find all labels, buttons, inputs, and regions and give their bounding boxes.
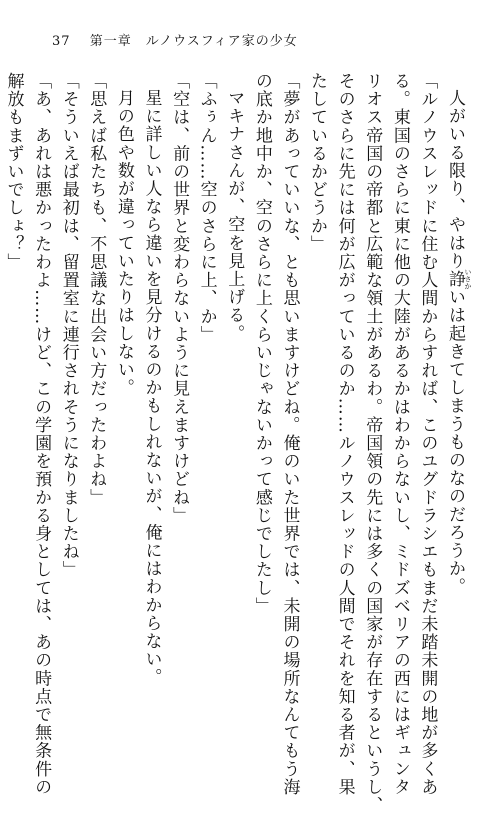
- text-line: 星に詳しい人なら違いを見分けるのかもしれないが、俺にはわからない。: [141, 89, 162, 687]
- page-header: [52, 30, 298, 49]
- text-line: の底か地中か、空のさらに上くらいじゃないかって感じでしたし」: [251, 72, 272, 615]
- text-line: 「あ、あれは悪かったわよ……けど、この学園を預かる身としては、あの時点で無条件の: [31, 72, 52, 796]
- text-line: 「ふぅん……空のさらに上、か」: [196, 72, 217, 344]
- chapter-title: 第一章 ルノウスフィア家の少女: [89, 34, 298, 49]
- text-line: 解放もまずいでしょ？」: [3, 72, 24, 272]
- text-line: たしているかどうか」: [307, 72, 328, 253]
- text-line: る。東国のさらに東に他の大陸があるかはわからないし、ミドズベリアの西にはギュンタ: [389, 72, 410, 796]
- text-line: リオス帝国の帝都と広範な領土があるわ。帝国領の先には多くの国家が存在するというし、: [362, 72, 383, 814]
- text-line: 「そういえば最初は、留置室に連行されそうになりましたね」: [58, 72, 79, 579]
- text-line: 「夢があっていいな、とも思いますけどね。俺のいた世界では、未開の場所なんてもう海: [279, 72, 300, 796]
- text-line: そのさらに先には何が広がっているのか……ルノウスレッドの人間でそれを知る者が、果: [334, 72, 355, 796]
- text-line: 月の色や数が違っていたりはしない。: [113, 89, 134, 397]
- body-text: [3, 72, 472, 814]
- ruby-reading: いさか: [464, 268, 472, 290]
- text-line: 人がいる限り、やはり諍 いさかいは起きてしまうものなのだろうか。: [445, 89, 472, 596]
- text-line: 「思えば私たちも、不思議な出会い方だったわよね」: [86, 72, 107, 507]
- text-line: 「空は、前の世界と変わらないように見えますけどね」: [169, 72, 190, 525]
- text-line: 「ルノウスレッドに住む人間からすれば、このユグドラシエもまだ未踏未開の地が多くあ: [417, 72, 438, 796]
- page-number: 37: [52, 34, 71, 49]
- text-line: マキナさんが、空を見上げる。: [224, 89, 245, 343]
- ruby-annotation: 諍 いさか: [445, 268, 472, 290]
